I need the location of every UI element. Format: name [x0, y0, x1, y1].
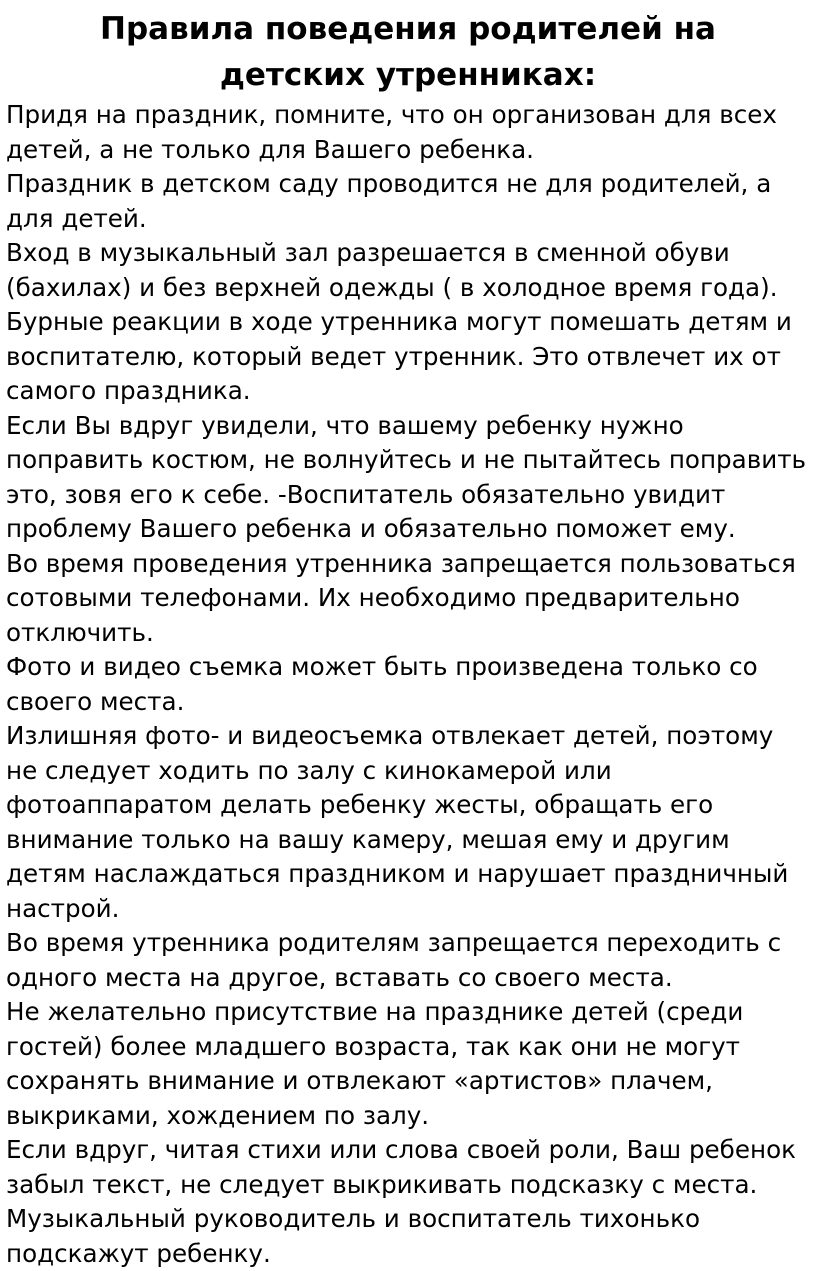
- rule-item: Фото и видео съемка может быть произведена только со своего места.: [6, 652, 758, 716]
- rule-item: Если вдруг, читая стихи или слова своей роли, Ваш ребенок забыл текст, не следует выкрикивать подсказку с места. Музыкальный руководитель и воспитатель тихонько подскажут ребенку.: [6, 1135, 796, 1268]
- rule-item: Если Вы вдруг увидели, что вашему ребенку нужно поправить костюм, не волнуйтесь и не пытайтесь поправить это, зовя его к себе. -Воспитатель обязательно увидит проблему Вашего ребенка и обязательно поможет ему.: [6, 410, 807, 543]
- rule-item: Праздник в детском саду проводится не для родителей, а для детей.: [6, 169, 772, 233]
- rule-item: Во время проведения утренника запрещается пользоваться сотовыми телефонами. Их необходимо предварительно отключить.: [6, 548, 796, 647]
- rule-item: Бурные реакции в ходе утренника могут помешать детям и воспитателю, который ведет утренник. Это отвлечет их от самого праздника.: [6, 307, 792, 405]
- rule-item: Вход в музыкальный зал разрешается в сменной обуви (бахилах) и без верхней одежды ( в холодное время года).: [6, 238, 778, 302]
- rule-item: Придя на праздник, помните, что он организован для всех детей, а не только для Вашего ребенка.: [6, 100, 777, 164]
- page-title: Правила поведения родителей на детских утренниках:: [100, 11, 716, 93]
- rules-list: [6, 98, 810, 1271]
- rule-item: Во время утренника родителям запрещается переходить с одного места на другое, вставать со своего места.: [6, 928, 782, 992]
- rule-item: Излишняя фото- и видеосъемка отвлекает детей, поэтому не следует ходить по залу с кинокамерой или фотоаппаратом делать ребенку жесты, обращать его внимание только на вашу камеру, мешая ему и другим детям наслаждаться праздником и нарушает праздничный настрой.: [6, 721, 789, 923]
- rule-item: Не желательно присутствие на празднике детей (среди гостей) более младшего возраста, так как они не могут сохранять внимание и отвлекают «артистов» плачем, выкриками, хождением по залу.: [6, 997, 744, 1130]
